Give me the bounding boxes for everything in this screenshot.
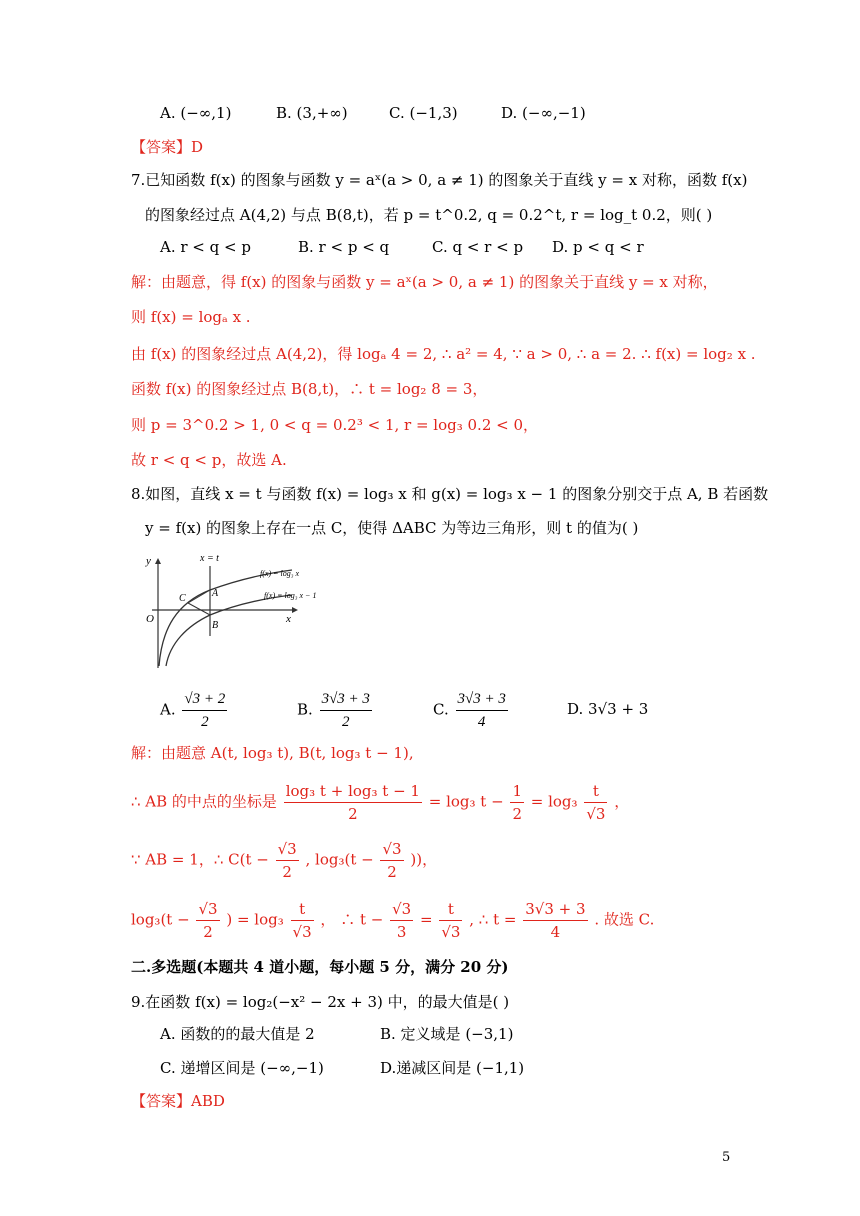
q8-sol2-frac2-den: 2 — [512, 805, 522, 823]
q9-option-a: A. 函数的的最大值是 2 — [160, 1025, 315, 1043]
q8-sol4-frac2-num: t — [291, 898, 314, 921]
q7-stem-line1: 7.已知函数 f(x) 的图象与函数 y = aˣ(a > 0, a ≠ 1) 的图象关于直线 y = x 对称，函数 f(x) — [131, 171, 748, 189]
label-x: x — [286, 613, 291, 625]
q7-option-b: B. r < p < q — [298, 238, 390, 256]
q8-sol4-frac2-den: √3 — [292, 923, 312, 941]
q9-option-c: C. 递增区间是 (−∞,−1) — [160, 1059, 324, 1077]
q8-option-b-label: B. — [297, 700, 313, 719]
label-point-b: B — [212, 620, 219, 631]
q8-sol4-frac5-den: 4 — [550, 923, 561, 941]
q8-sol3-frac1-num: √3 — [276, 838, 299, 861]
q6-answer: 【答案】D — [131, 138, 204, 156]
q8-sol4-frac5-num: 3√3 + 3 — [523, 898, 587, 921]
q8-sol3-end: ))， — [410, 850, 438, 869]
q8-sol4-end: . 故选 C. — [594, 910, 655, 929]
q8-sol3-frac1-den: 2 — [282, 863, 292, 881]
label-origin: O — [146, 613, 154, 625]
page-number: 5 — [722, 1150, 731, 1165]
q7-solution-line3: 由 f(x) 的图象经过点 A(4,2)，得 logₐ 4 = 2, ∴ a² = 4, ∵ a > 0, ∴ a = 2. ∴ f(x) = log₂ x . — [131, 345, 756, 363]
q8-sol3-frac2-den: 2 — [387, 863, 397, 881]
q8-option-a — [160, 688, 229, 733]
q8-sol2-frac3-num: t — [584, 780, 607, 803]
q7-solution-line5: 则 p = 3^0.2 > 1, 0 < q = 0.2³ < 1, r = log₃ 0.2 < 0， — [131, 416, 539, 434]
q6-option-b: B. (3,+∞) — [276, 104, 348, 122]
y-axis-arrow — [155, 558, 161, 564]
q9-option-b: B. 定义域是 (−3,1) — [380, 1025, 514, 1043]
q8-sol4-c: = — [420, 910, 433, 929]
q8-option-b-numerator: 3√3 + 3 — [320, 688, 372, 711]
label-point-c: C — [179, 593, 186, 604]
q8-sol4-frac4-num: t — [439, 898, 462, 921]
q8-sol4-frac3-den: 3 — [396, 923, 407, 941]
q8-option-a-denominator: 2 — [201, 714, 209, 730]
q8-stem-line1: 8.如图，直线 x = t 与函数 f(x) = log₃ x 和 g(x) = log₃ x − 1 的图象分别交于点 A, B 若函数 — [131, 485, 769, 503]
q8-sol2-mid: = log₃ t − — [428, 792, 504, 811]
q6-option-a: A. (−∞,1) — [160, 104, 232, 122]
q8-option-c-denominator: 4 — [477, 714, 486, 730]
q7-solution-line6: 故 r < q < p，故选 A. — [131, 451, 287, 469]
q9-option-d: D.递减区间是 (−1,1) — [380, 1059, 525, 1077]
q8-sol2-prefix: ∴ AB 的中点的坐标是 — [131, 792, 277, 811]
triangle-side-ca — [188, 590, 210, 603]
q8-option-b — [297, 688, 374, 733]
q8-option-b-denominator: 2 — [342, 714, 350, 730]
label-g: f(x) = log₃ x − 1 — [264, 591, 317, 600]
q7-solution-line1: 解：由题意，得 f(x) 的图象与函数 y = aˣ(a > 0, a ≠ 1) 的图象关于直线 y = x 对称， — [131, 273, 718, 291]
q7-option-c: C. q < r < p — [432, 238, 524, 256]
q6-option-c: C. (−1,3) — [389, 104, 458, 122]
q8-sol4-frac3-num: √3 — [390, 898, 413, 921]
q9-stem: 9.在函数 f(x) = log₂(−x² − 2x + 3) 中，的最大值是( ) — [131, 993, 510, 1011]
q8-stem-line2: y = f(x) 的图象上存在一点 C，使得 ΔABC 为等边三角形，则 t 的值为( ) — [145, 519, 639, 537]
q7-option-a: A. r < q < p — [160, 238, 251, 256]
q8-solution-line2 — [131, 780, 629, 825]
q8-option-c — [433, 688, 510, 733]
q8-sol2-frac3-den: √3 — [586, 805, 606, 823]
q8-sol2-end: ， — [614, 792, 630, 811]
q8-sol3-mid: , log₃(t − — [305, 850, 374, 869]
q8-sol2-frac1-den: 2 — [348, 805, 358, 823]
q8-sol4-prefix: log₃(t − — [131, 910, 190, 929]
q8-solution-line4 — [131, 898, 654, 943]
q8-sol3-frac2-num: √3 — [380, 838, 403, 861]
q8-option-a-numerator: √3 + 2 — [182, 688, 227, 711]
q8-sol4-frac1-num: √3 — [196, 898, 219, 921]
label-point-a: A — [212, 588, 219, 599]
q7-stem-line2: 的图象经过点 A(4,2) 与点 B(8,t)，若 p = t^0.2, q = 0.2^t, r = log_t 0.2，则( ) — [145, 206, 713, 224]
q8-sol4-a: ) = log₃ — [226, 910, 284, 929]
q8-sol2-frac2-num: 1 — [510, 780, 524, 803]
q8-option-c-label: C. — [433, 700, 449, 719]
triangle-side-cb — [188, 603, 210, 615]
q8-solution-line3 — [131, 838, 437, 883]
q6-option-d: D. (−∞,−1) — [501, 104, 586, 122]
q8-sol4-frac1-den: 2 — [203, 923, 213, 941]
q8-figure — [142, 548, 318, 672]
section-2-heading: 二.多选题(本题共 4 道小题，每小题 5 分，满分 20 分) — [131, 958, 509, 976]
q8-option-a-label: A. — [160, 700, 176, 719]
q8-sol3-prefix: ∵ AB = 1，∴ C(t − — [131, 850, 269, 869]
label-x-equals-t: x = t — [200, 553, 219, 564]
q8-sol4-b: ， ∴ t − — [320, 910, 384, 929]
f-curve — [159, 570, 292, 666]
q8-sol4-frac4-den: √3 — [441, 923, 461, 941]
q7-solution-line2: 则 f(x) = logₐ x . — [131, 308, 251, 326]
q8-option-c-numerator: 3√3 + 3 — [456, 688, 508, 711]
q8-sol2-eq: = log₃ — [530, 792, 578, 811]
q7-solution-line4: 函数 f(x) 的图象经过点 B(8,t)，∴ t = log₂ 8 = 3， — [131, 380, 488, 398]
label-f: f(x) = log₃ x — [260, 569, 300, 578]
q8-solution-line1: 解：由题意 A(t, log₃ t), B(t, log₃ t − 1), — [131, 744, 414, 762]
label-y: y — [146, 555, 151, 567]
q9-answer: 【答案】ABD — [131, 1092, 225, 1110]
q7-option-d: D. p < q < r — [552, 238, 644, 256]
q8-sol2-frac1-num: log₃ t + log₃ t − 1 — [284, 780, 422, 803]
q8-sol4-d: , ∴ t = — [469, 910, 517, 929]
q8-option-d: D. 3√3 + 3 — [567, 700, 649, 718]
x-axis-arrow — [292, 607, 298, 613]
